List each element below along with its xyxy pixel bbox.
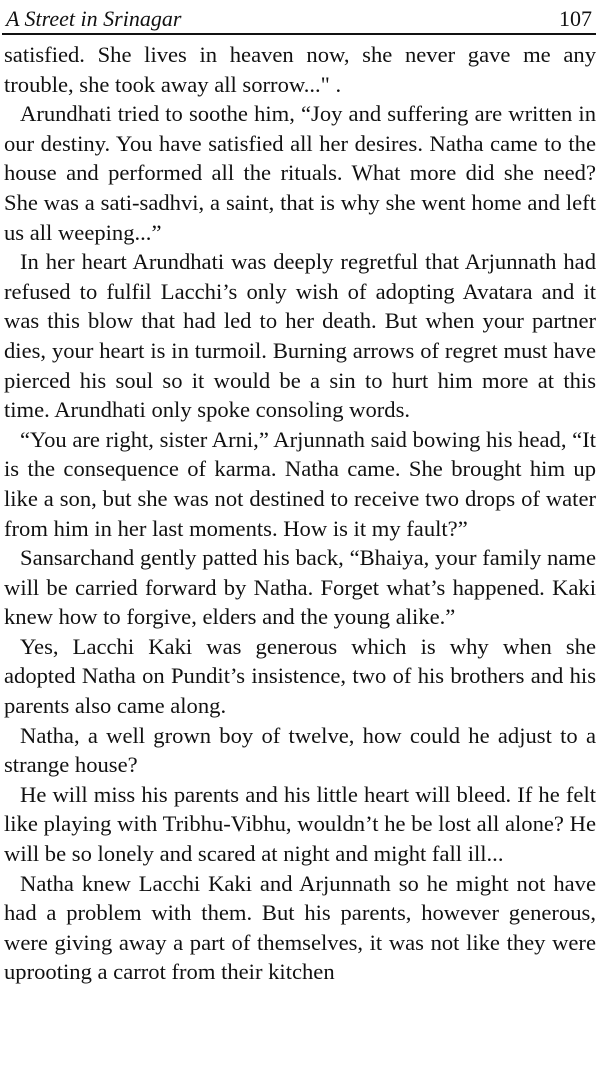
paragraph-continued: satisfied. She lives in heaven now, she never gave me any trouble, she took away all sorrow..." . <box>4 42 596 97</box>
paragraph: Sansarchand gently patted his back, “Bhaiya, your family name will be carried forward by Natha. Forget what’s happened. Kaki knew how to forgive, elders and the young alike.” <box>4 545 596 630</box>
paragraph: Yes, Lacchi Kaki was generous which is why when she adopted Natha on Pundit’s insistence, two of his brothers and his parents also came along. <box>4 633 596 719</box>
paragraph: Natha, a well grown boy of twelve, how could he adjust to a strange house? <box>4 722 596 778</box>
paragraph: He will miss his parents and his little heart will bleed. If he felt like playing with Tribhu-Vibhu, wouldn’t he be lost all alone? He will be so lonely and scared at night and might fall ill... <box>4 781 596 867</box>
header-rule <box>2 33 596 35</box>
paragraph: In her heart Arundhati was deeply regretful that Arjunnath had refused to fulfil Lacchi’s only wish of adopting Avatara and it was this blow that had led to her death. But when your partner dies, your heart is in turmoil. Burning arrows of regret must have pierced his soul so it would be a sin to hurt him more at this time. Arundhati only spoke consoling words. <box>4 249 596 423</box>
paragraph: Natha knew Lacchi Kaki and Arjunnath so he might not have had a problem with them. But his parents, however generous, were giving away a part of themselves, it was not like they were uprooting a carrot from their kitchen <box>4 870 596 985</box>
body-text <box>4 40 596 987</box>
running-head <box>6 2 592 32</box>
paragraph: Arundhati tried to soothe him, “Joy and suffering are written in our destiny. You have satisfied all her desires. Natha came to the house and performed all the rituals. What more did she need? She was a sati-sadhvi, a saint, that is why she went home and left us all weeping...” <box>4 101 596 245</box>
page-number: 107 <box>559 6 592 31</box>
running-title: A Street in Srinagar <box>6 6 182 31</box>
paragraph: “You are right, sister Arni,” Arjunnath said bowing his head, “It is the consequence of karma. Natha came. She brought him up like a son, but she was not destined to receive two drops of water from him in her last moments. How is it my fault?” <box>4 426 596 541</box>
